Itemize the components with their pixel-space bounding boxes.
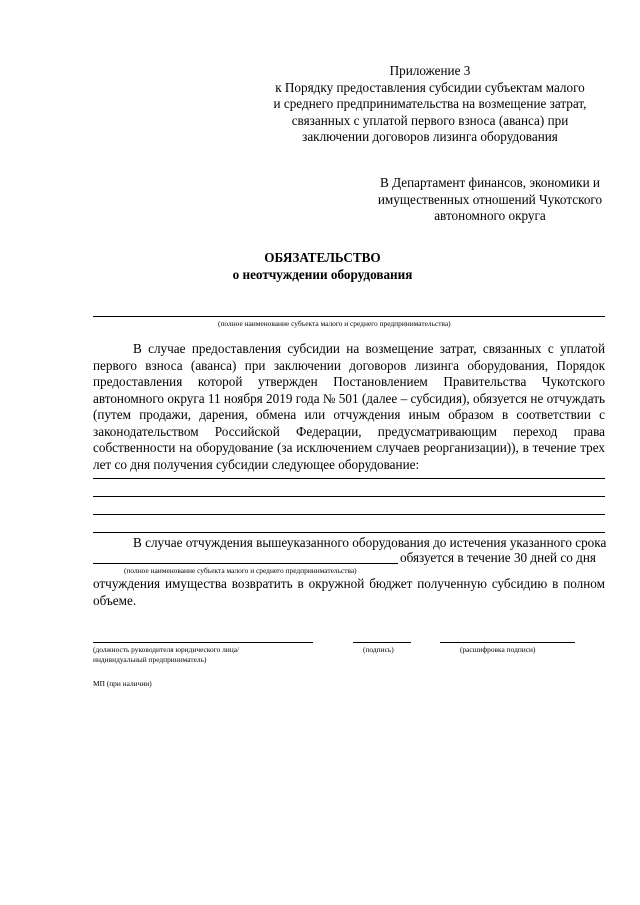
obligation-paragraph: В случае предоставления субсидии на возмещение затрат, связанных с уплатой первого взноса (аванса) при заключении договоров лизинга оборудования, Порядок предоставления которой утвержден Постановлением Правительства Чукотского автономного округа 11 ноября 2019 года № 501 (далее – субсидия), обязуется не отчуждать (путем продажи, дарения, обмена или отчуждения иным образом в соответствии с законодательством Российской Федерации, предусматривающим переход права собственности на оборудование (за исключением случаев реорганизации)), в течение трех лет со дня получения субсидии следующее оборудование: bbox=[93, 341, 605, 472]
position-caption-line: индивидуальный предприниматель) bbox=[93, 654, 207, 664]
appendix-line: и среднего предпринимательства на возмещение затрат, bbox=[273, 96, 587, 111]
appendix-line: к Порядку предоставления субсидии субъектам малого bbox=[275, 79, 585, 95]
alienation-rest: отчуждения имущества возвратить в окружной бюджет полученную субсидию в полном объеме. bbox=[93, 576, 605, 608]
document-title bbox=[150, 250, 495, 283]
position-caption bbox=[93, 645, 313, 664]
recipient-line: автономного округа bbox=[434, 208, 546, 223]
appendix-header bbox=[240, 63, 620, 146]
recipient-block bbox=[365, 175, 615, 225]
appendix-line: Приложение 3 bbox=[389, 63, 471, 78]
decryption-caption: (расшифровка подписи) bbox=[460, 645, 536, 654]
appendix-line: заключении договоров лизинга оборудования bbox=[302, 129, 558, 144]
equipment-line[interactable] bbox=[93, 496, 605, 497]
title-main: ОБЯЗАТЕЛЬСТВО bbox=[264, 250, 381, 265]
position-line[interactable] bbox=[93, 642, 313, 643]
entity-name-caption-2: (полное наименование субъекта малого и среднего предпринимательства) bbox=[124, 566, 357, 575]
equipment-line[interactable] bbox=[93, 532, 605, 533]
recipient-line: В Департамент финансов, экономики и bbox=[380, 175, 600, 190]
equipment-line[interactable] bbox=[93, 478, 605, 479]
stamp-note: МП (при наличии) bbox=[93, 679, 152, 688]
appendix-line: связанных с уплатой первого взноса (аванса) при bbox=[291, 112, 569, 128]
signature-line[interactable] bbox=[353, 642, 411, 643]
entity-name-line-2[interactable] bbox=[93, 563, 398, 564]
entity-name-caption: (полное наименование субъекта малого и среднего предпринимательства) bbox=[218, 319, 451, 328]
alienation-line-2: обязуется в течение 30 дней со дня bbox=[400, 550, 596, 565]
alienation-line-1: В случае отчуждения вышеуказанного оборудования до истечения указанного срока bbox=[133, 535, 607, 550]
equipment-line[interactable] bbox=[93, 514, 605, 515]
title-sub: о неотчуждении оборудования bbox=[232, 266, 413, 282]
decryption-line[interactable] bbox=[440, 642, 575, 643]
entity-name-line[interactable] bbox=[93, 316, 605, 317]
recipient-line: имущественных отношений Чукотского bbox=[377, 191, 603, 207]
signature-caption: (подпись) bbox=[363, 645, 394, 654]
position-caption-line: (должность руководителя юридического лица/ bbox=[93, 645, 240, 654]
